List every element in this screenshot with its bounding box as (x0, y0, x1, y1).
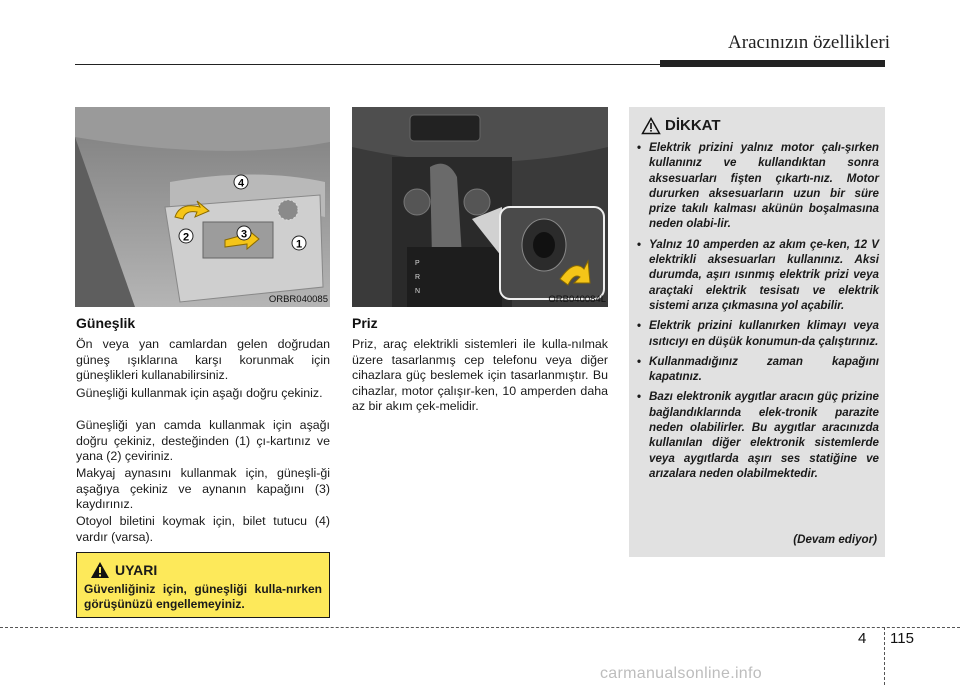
callout-4: 4 (237, 177, 245, 190)
callout-2: 2 (182, 231, 190, 244)
caution-box (629, 107, 885, 557)
section-title-power-outlet: Priz (352, 315, 378, 331)
power-outlet-paragraph: Priz, araç elektrikli sistemleri ile kulla-nılmak üzere tasarlanmış cep telefonu veya diğer cihazlara güç beslemek için tasarlanmıştır. Bu cihazlar, motor çalışır-ken, 10 amperden daha az bir akım çek-melidir. (352, 337, 608, 414)
page-number: 115 (890, 630, 914, 647)
sun-visor-photo (75, 107, 330, 307)
section-title-sun-visor: Güneşlik (76, 315, 136, 331)
sun-visor-paragraph-3: Güneşliği yan camda kullanmak için aşağı doğru çekiniz, desteğinden (1) çı-kartınız ve yana (2) çeviriniz. (76, 418, 330, 464)
photo-code-left: ORBR040085 (268, 294, 328, 305)
warning-body: Güvenliğiniz için, güneşliği kulla-nırken görüşünüzü engellemeyiniz. (84, 582, 322, 611)
gear-letter-r: R (415, 274, 421, 281)
sun-visor-paragraph-4: Makyaj aynasını kullanmak için, güneşli-ği aşağıya çekiniz ve aynanın kapağını (3) kaydırınız. (76, 466, 330, 512)
chapter-header-title: Aracınızın özellikleri (728, 32, 890, 53)
footer-line (0, 627, 960, 628)
caution-item: • Elektrik prizini kullanırken klimayı veya ısıtıcıyı en düşük konumun-da çalıştırınız. (637, 318, 879, 349)
photo-code-middle: ORB040084L (548, 294, 606, 305)
warning-title: UYARI (115, 562, 158, 578)
footer-divider (884, 627, 885, 685)
gear-letter-p: P (415, 260, 420, 267)
sun-visor-paragraph-5: Otoyol biletini koymak için, bilet tutucu (4) vardır (varsa). (76, 514, 330, 544)
callout-1: 1 (295, 238, 303, 251)
chapter-number: 4 (858, 630, 867, 647)
continued-note: (Devam ediyor) (793, 533, 877, 546)
callout-3: 3 (240, 228, 248, 241)
caution-list (637, 140, 879, 486)
warning-triangle-icon (90, 561, 110, 579)
caution-item: • Elektrik prizini yalnız motor çalı-şırken kullanınız ve kullandıktan sonra aksesuarları fişten çıkartı-nız. Motor dururken aksesuarların uzun bir süre prize takılı kalması akünün boşalmasına neden olabi-lir. (637, 140, 879, 232)
power-outlet-photo (352, 107, 608, 307)
watermark: carmanualsonline.info (600, 665, 762, 682)
sun-visor-paragraph-1: Ön veya yan camlardan gelen doğrudan güneş ışıklarına karşı korunmak için güneşlikleri kullanabilirsiniz. (76, 337, 330, 383)
gear-letter-n: N (415, 288, 421, 295)
caution-item: • Yalnız 10 amperden az akım çe-ken, 12 V elektrikli aksesuarları kullanınız. Aksi durumda, aşırı ısınmış elektrik prizi veya araçtaki elektrik tesisatı ve elektrik sistemi arıza çıkmasına yol açabilir. (637, 237, 879, 313)
header-bar (660, 60, 885, 67)
header-rule (75, 64, 660, 65)
caution-title: DİKKAT (665, 117, 721, 134)
caution-triangle-icon (641, 117, 661, 135)
sun-visor-paragraph-2: Güneşliği kullanmak için aşağı doğru çekiniz. (76, 386, 323, 400)
caution-item: • Bazı elektronik aygıtlar aracın güç prizine bağlandıklarında elek-tronik parazite neden olabilirler. Bu aygıtlar aracınızda kullanılan diğer elektronik sistemlerde veya aygıtlarda aşırı ses statiğine ve arızalara neden olabilmektedir. (637, 389, 879, 481)
caution-item: • Kullanmadığınız zaman kapağını kapatınız. (637, 354, 879, 385)
warning-box (76, 552, 330, 618)
